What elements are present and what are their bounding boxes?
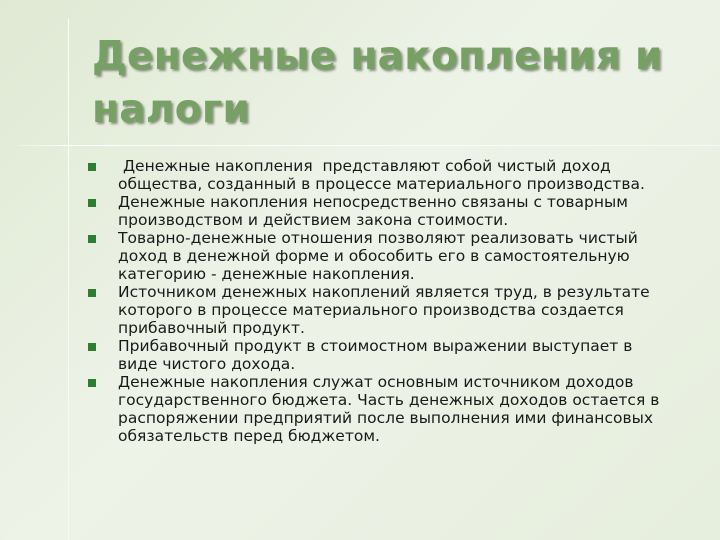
list-item-text: Источником денежных накоплений является труд, в результате которого в процессе материального производства создается прибавочный продукт. xyxy=(118,283,650,337)
list-item xyxy=(88,373,668,445)
list-item xyxy=(88,283,668,337)
square-bullet-icon xyxy=(88,235,96,243)
decorative-vertical-line xyxy=(68,18,69,540)
list-item-text: Товарно-денежные отношения позволяют реализовать чистый доход в денежной форме и обособить его в самостоятельную категорию - денежные накопления. xyxy=(118,229,638,283)
sparkle-icon xyxy=(58,135,79,156)
decorative-horizontal-line xyxy=(18,145,720,146)
slide-title: Денежные накопления и налоги xyxy=(92,34,663,132)
square-bullet-icon xyxy=(88,343,96,351)
list-item xyxy=(88,337,668,373)
square-bullet-icon xyxy=(88,199,96,207)
list-item xyxy=(88,193,668,229)
list-item-text: Денежные накопления служат основным источником доходов государственного бюджета. Часть денежных доходов остается в распоряжении предприятий после выполнения ими финансовых обязательств перед бюджетом. xyxy=(118,373,660,445)
list-item xyxy=(88,229,668,283)
square-bullet-icon xyxy=(88,289,96,297)
bullet-list xyxy=(88,157,668,445)
list-item-text: Прибавочный продукт в стоимостном выражении выступает в виде чистого дохода. xyxy=(118,337,633,373)
list-item xyxy=(88,157,668,193)
list-item-text: Денежные накопления непосредственно связаны с товарным производством и действием закона стоимости. xyxy=(118,193,628,229)
square-bullet-icon xyxy=(88,379,96,387)
square-bullet-icon xyxy=(88,163,96,171)
list-item-text: Денежные накопления представляют собой чистый доход общества, созданный в процессе материального производства. xyxy=(118,157,645,193)
